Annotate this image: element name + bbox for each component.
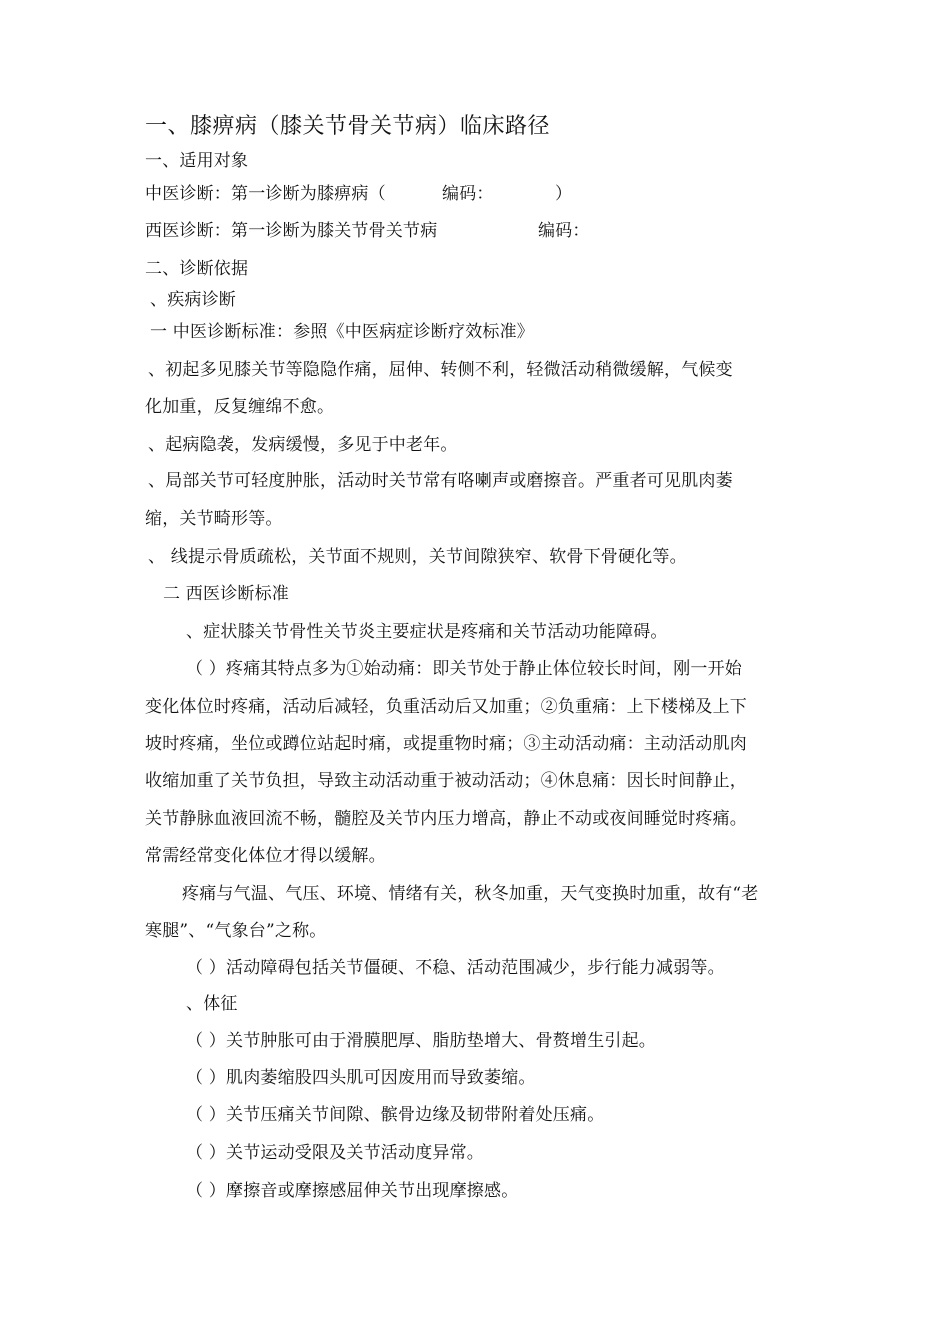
document-title: 一、膝痹病（膝关节骨关节病）临床路径: [145, 114, 551, 139]
tcm-item-1-line-1: 、初起多见膝关节等隐隐作痛，屈伸、转侧不利，轻微活动稍微缓解，气候变: [148, 360, 733, 380]
pain-paragraph-line-1: （ ）疼痛其特点多为①始动痛：即关节处于静止体位较长时间，刚一开始: [186, 659, 743, 679]
sign-item-3: （ ）关节压痛关节间隙、髌骨边缘及韧带附着处压痛。: [186, 1105, 605, 1125]
tcm-diagnosis-label: 中医诊断：第一诊断为膝痹病（: [145, 184, 386, 204]
sign-item-5: （ ）摩擦音或摩擦感屈伸关节出现摩擦感。: [186, 1181, 519, 1201]
tcm-standard-heading: 一 中医诊断标准：参照《中医病症诊断疗效标准》: [150, 322, 535, 342]
wm-diagnosis-label: 西医诊断：第一诊断为膝关节骨关节病: [145, 221, 438, 241]
tcm-item-1-line-2: 化加重，反复缠绵不愈。: [145, 397, 335, 417]
signs-heading: 、体征: [186, 994, 238, 1014]
weather-paragraph-line-2: 寒腿”、“气象台”之称。: [145, 921, 327, 941]
pain-paragraph-line-3: 坡时疼痛，坐位或蹲位站起时痛，或提重物时痛；③主动活动痛：主动活动肌肉: [145, 734, 747, 754]
wm-diagnosis-row: [145, 221, 845, 241]
disease-diagnosis-heading: 、疾病诊断: [150, 290, 236, 310]
sign-item-2: （ ）肌肉萎缩股四头肌可因废用而导致萎缩。: [186, 1068, 536, 1088]
pain-paragraph-line-4: 收缩加重了关节负担，导致主动活动重于被动活动；④休息痛：因长时间静止，: [145, 771, 747, 791]
tcm-close-paren: ）: [555, 184, 573, 204]
pain-paragraph-line-2: 变化体位时疼痛，活动后减轻，负重活动后又加重；②负重痛：上下楼梯及上下: [145, 697, 747, 717]
tcm-diagnosis-row: [145, 184, 845, 204]
pain-paragraph-line-6: 常需经常变化体位才得以缓解。: [145, 846, 386, 866]
tcm-item-2: 、起病隐袭，发病缓慢，多见于中老年。: [148, 435, 458, 455]
tcm-item-3-line-2: 缩，关节畸形等。: [145, 509, 283, 529]
wm-code-label: 编码：: [538, 221, 590, 241]
tcm-item-3-line-1: 、局部关节可轻度肿胀，活动时关节常有咯喇声或磨擦音。严重者可见肌肉萎: [148, 471, 733, 491]
sign-item-1: （ ）关节肿胀可由于滑膜肥厚、脂肪垫增大、骨赘增生引起。: [186, 1031, 657, 1051]
sign-item-4: （ ）关节运动受限及关节活动度异常。: [186, 1143, 485, 1163]
tcm-item-4: 、 线提示骨质疏松，关节面不规则，关节间隙狭窄、软骨下骨硬化等。: [148, 547, 687, 567]
wm-standard-heading: 二 西医诊断标准: [163, 584, 290, 604]
section-heading-diagnosis-basis: 二、诊断依据: [145, 259, 249, 279]
symptom-heading: 、症状膝关节骨性关节炎主要症状是疼痛和关节活动功能障碍。: [186, 622, 668, 642]
mobility-item: （ ）活动障碍包括关节僵硬、不稳、活动范围减少，步行能力减弱等。: [186, 958, 725, 978]
weather-paragraph-line-1: 疼痛与气温、气压、环境、情绪有关，秋冬加重，天气变换时加重，故有“老: [182, 884, 759, 904]
tcm-code-label: 编码：: [442, 184, 494, 204]
pain-paragraph-line-5: 关节静脉血液回流不畅，髓腔及关节内压力增高，静止不动或夜间睡觉时疼痛。: [145, 809, 747, 829]
section-heading-applicable-subjects: 一、适用对象: [145, 151, 249, 171]
